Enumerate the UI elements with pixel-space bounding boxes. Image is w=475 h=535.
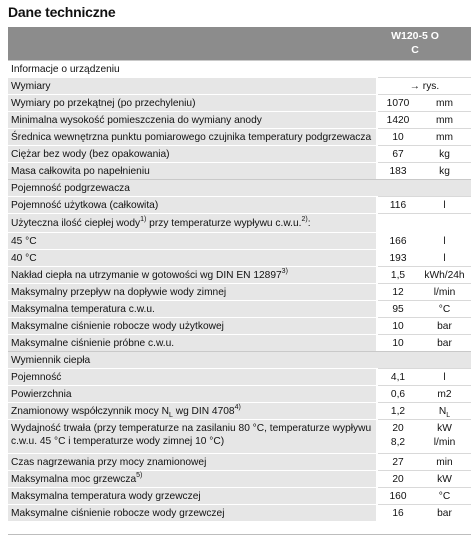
row-label-hx-surface: Powierzchnia — [8, 385, 378, 402]
row-value-usable-capacity — [378, 196, 471, 213]
value: 0,6 — [390, 389, 406, 400]
row-label-usable-capacity: Pojemność użytkowa (całkowita) — [8, 196, 378, 213]
row-label-max-dhw-pressure: Maksymalne ciśnienie robocze wody użytkowej — [8, 317, 378, 334]
row-label-max-test-pressure: Maksymalne ciśnienie próbne c.w.u. — [8, 334, 378, 351]
unit: bar — [437, 321, 452, 332]
row-value-max-heating-pressure — [378, 504, 471, 521]
unit: kWh/24h — [424, 270, 465, 281]
unit: kW — [437, 474, 452, 485]
row-value-hx-surface — [378, 385, 471, 402]
units — [418, 420, 471, 450]
row-label-dimensions: Wymiary — [8, 77, 378, 94]
text: przy temperaturze wypływu c.w.u. — [146, 218, 302, 229]
row-value-sensor-diameter — [378, 128, 471, 145]
row-value-diagonal — [378, 94, 471, 111]
row-value-standby-heat — [378, 266, 471, 283]
row-label-sensor-diameter: Średnica wewnętrzna punktu pomiarowego czujnika temperatury podgrzewacza — [8, 128, 378, 145]
value: 1,5 — [390, 270, 406, 281]
section-heat-exchanger: Wymiennik ciepła — [8, 351, 471, 368]
row-label-continuous-output — [8, 419, 378, 453]
value: 10 — [392, 338, 404, 349]
spec-table — [8, 60, 471, 535]
model-column-header — [391, 29, 439, 57]
value: 10 — [392, 321, 404, 332]
value: 166 — [389, 236, 407, 247]
footnote-2: 2) — [301, 215, 308, 223]
value: 183 — [389, 166, 407, 177]
row-label-40c: 40 °C — [8, 249, 378, 266]
row-value-usable-hot-water — [378, 213, 471, 232]
text: wg DIN 4708 — [172, 406, 235, 417]
value: 95 — [392, 304, 404, 315]
model-line-1: W120-5 O — [391, 30, 439, 42]
row-label-total-weight: Masa całkowita po napełnieniu — [8, 162, 378, 179]
text: Maksymalna moc grzewcza — [11, 474, 137, 485]
row-label-heat-up-time: Czas nagrzewania przy mocy znamionowej — [8, 453, 378, 470]
text: : — [307, 218, 311, 229]
row-label-max-dhw-temp: Maksymalna temperatura c.w.u. — [8, 300, 378, 317]
table-header — [8, 27, 471, 60]
unit: kg — [439, 166, 450, 177]
unit: min — [436, 457, 453, 468]
value: 12 — [392, 287, 404, 298]
page-title: Dane techniczne — [8, 4, 116, 20]
row-label-empty-weight: Ciężar bez wody (bez opakowania) — [8, 145, 378, 162]
values — [378, 420, 418, 450]
unit: mm — [436, 132, 453, 143]
row-label-min-room-height: Minimalna wysokość pomieszczenia do wymiany anody — [8, 111, 378, 128]
unit: l — [443, 236, 446, 247]
value: 116 — [389, 200, 407, 211]
row-value-40c — [378, 249, 471, 266]
unit: °C — [438, 491, 451, 502]
row-value-max-flow — [378, 283, 471, 300]
row-label-max-heating-water-temp: Maksymalna temperatura wody grzewczej — [8, 487, 378, 504]
row-value-max-dhw-temp — [378, 300, 471, 317]
unit: bar — [437, 508, 452, 519]
unit-2: l/min — [433, 437, 456, 448]
unit: l — [443, 253, 446, 264]
unit: m2 — [437, 389, 452, 400]
row-value-empty-weight — [378, 145, 471, 162]
text: Użyteczna ilość ciepłej wody — [11, 218, 141, 229]
unit: mm — [436, 115, 453, 126]
value: 27 — [392, 457, 404, 468]
row-value-dimensions — [378, 77, 471, 94]
row-label-standby-heat — [8, 266, 378, 283]
value-2: 8,2 — [390, 437, 406, 448]
row-value-hx-capacity — [378, 368, 471, 385]
value: 1,2 — [390, 406, 406, 417]
unit: bar — [437, 338, 452, 349]
unit: kg — [439, 149, 450, 160]
text: Znamionowy współczynnik mocy N — [11, 406, 169, 417]
row-label-max-heating-pressure: Maksymalne ciśnienie robocze wody grzewczej — [8, 504, 378, 521]
unit: l — [443, 200, 446, 211]
model-line-2: C — [411, 44, 419, 56]
row-value-total-weight — [378, 162, 471, 179]
row-value-max-dhw-pressure — [378, 317, 471, 334]
unit: °C — [438, 304, 451, 315]
dimensions-ref: → rys. — [409, 81, 440, 92]
value: 20 — [392, 474, 404, 485]
row-label-45c: 45 °C — [8, 232, 378, 249]
row-value-max-heating-power — [378, 470, 471, 487]
row-label-hx-capacity: Pojemność — [8, 368, 378, 385]
row-value-max-test-pressure — [378, 334, 471, 351]
value: 193 — [389, 253, 407, 264]
unit — [418, 403, 471, 418]
unit-text: N — [438, 406, 447, 417]
footnote-1: 1) — [140, 215, 147, 223]
row-value-min-room-height — [378, 111, 471, 128]
value: 16 — [392, 508, 404, 519]
value: 10 — [392, 132, 404, 143]
row-label-max-heating-power — [8, 470, 378, 487]
subscript: L — [168, 412, 173, 419]
footnote-4: 4) — [234, 403, 241, 411]
section-tank-capacity: Pojemność podgrzewacza — [8, 179, 471, 196]
section-device-info: Informacje o urządzeniu — [8, 60, 471, 77]
value: 4,1 — [390, 372, 406, 383]
footnote-3: 3) — [281, 267, 288, 275]
row-value-heat-up-time — [378, 453, 471, 470]
row-value-max-heating-water-temp — [378, 487, 471, 504]
value: 1420 — [386, 115, 410, 126]
unit: mm — [436, 98, 453, 109]
value: 67 — [392, 149, 404, 160]
row-value-nl-factor — [378, 402, 471, 419]
unit-1: kW — [437, 423, 452, 434]
row-label-usable-hot-water — [8, 213, 378, 232]
row-label-diagonal: Wymiary po przekątnej (po przechyleniu) — [8, 94, 378, 111]
row-value-continuous-output — [378, 419, 471, 453]
unit: l/min — [433, 287, 456, 298]
footnote-5: 5) — [136, 471, 143, 479]
row-value-45c — [378, 232, 471, 249]
value: 1070 — [386, 98, 410, 109]
text-line-2: c.w.u. 45 °C i temperaturze wody zimnej 10 °C) — [11, 436, 225, 447]
row-label-max-flow: Maksymalny przepływ na dopływie wody zimnej — [8, 283, 378, 300]
text-line-1: Wydajność trwała (przy temperaturze na zasilaniu 80 °C, temperaturze wypływu — [11, 423, 372, 434]
value: 160 — [389, 491, 407, 502]
text: Nakład ciepła na utrzymanie w gotowości wg DIN EN 12897 — [11, 270, 282, 281]
unit: l — [443, 372, 446, 383]
value-1: 20 — [392, 423, 404, 434]
row-label-nl-factor — [8, 402, 378, 419]
unit-subscript: L — [446, 412, 451, 420]
